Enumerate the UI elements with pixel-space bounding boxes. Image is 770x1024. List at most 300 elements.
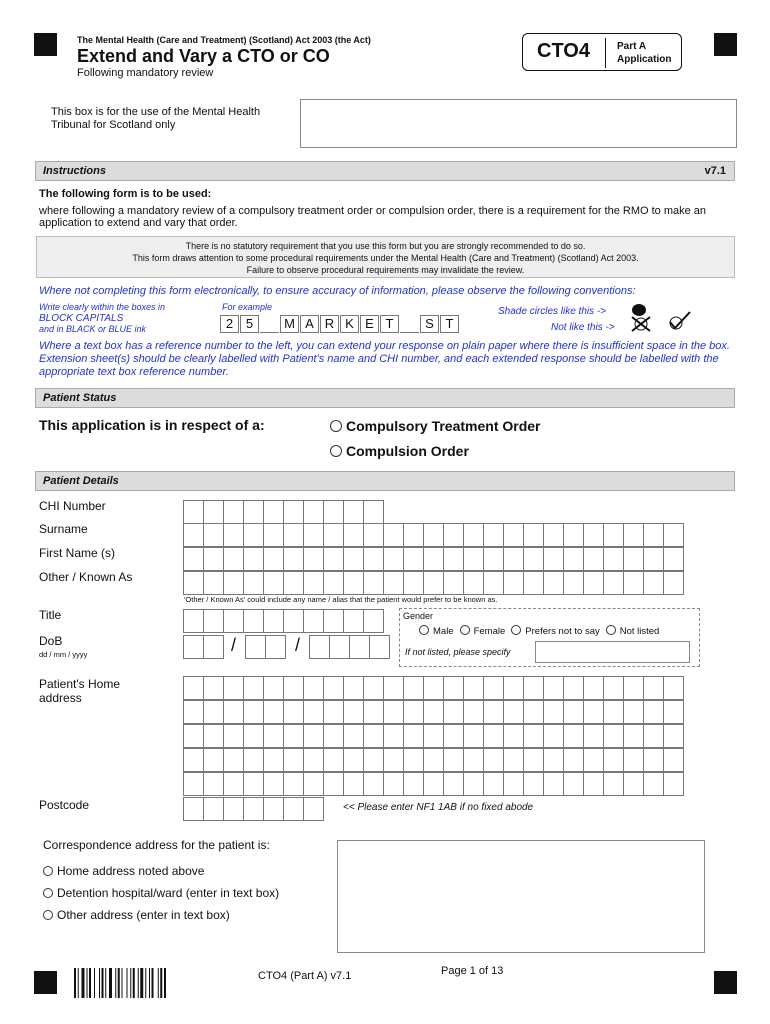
postcode-cell[interactable]: [203, 797, 224, 821]
barcode-bar: [149, 968, 150, 998]
radio-cto[interactable]: [330, 420, 342, 432]
example-char-cell: [260, 315, 279, 333]
home-address-cell[interactable]: [463, 772, 484, 796]
other-name-cell[interactable]: [523, 571, 544, 595]
title-cell[interactable]: [303, 609, 324, 633]
notice-box: [36, 236, 735, 278]
title-cell[interactable]: [203, 609, 224, 633]
home-address-cell[interactable]: [563, 748, 584, 772]
home-address-cell[interactable]: [503, 700, 524, 724]
correspondence-text-box[interactable]: [337, 840, 705, 953]
title-cell[interactable]: [323, 609, 344, 633]
postcode-cell[interactable]: [223, 797, 244, 821]
example-char-cell: T: [380, 315, 399, 333]
chi-label: CHI Number: [39, 499, 106, 513]
other-name-cell[interactable]: [603, 571, 624, 595]
correspondence-radio[interactable]: [43, 866, 53, 876]
first-name-cell[interactable]: [663, 547, 684, 571]
barcode-bar: [115, 968, 116, 998]
home-address-cell[interactable]: [303, 676, 324, 700]
first-name-cell[interactable]: [263, 547, 284, 571]
home-address-cell[interactable]: [263, 700, 284, 724]
home-address-cell[interactable]: [223, 700, 244, 724]
gender-option[interactable]: [606, 626, 660, 637]
other-name-cell[interactable]: [223, 571, 244, 595]
chi-cell[interactable]: [183, 500, 204, 524]
home-address-cell[interactable]: [523, 700, 544, 724]
first-name-cell[interactable]: [403, 547, 424, 571]
other-name-cell[interactable]: [363, 571, 384, 595]
option-cto-label: Compulsory Treatment Order: [346, 418, 541, 434]
first-name-cell[interactable]: [243, 547, 264, 571]
home-address-cell[interactable]: [623, 772, 644, 796]
home-address-cell[interactable]: [183, 700, 204, 724]
home-address-cell[interactable]: [303, 700, 324, 724]
first-name-cell[interactable]: [563, 547, 584, 571]
home-address-cell[interactable]: [563, 724, 584, 748]
home-address-cell[interactable]: [383, 700, 404, 724]
home-address-cell[interactable]: [223, 724, 244, 748]
chi-cell[interactable]: [303, 500, 324, 524]
home-address-cell[interactable]: [343, 724, 364, 748]
home-address-cell[interactable]: [483, 724, 504, 748]
home-address-cell[interactable]: [623, 676, 644, 700]
home-address-cell[interactable]: [583, 724, 604, 748]
home-address-cell[interactable]: [663, 748, 684, 772]
home-address-cell[interactable]: [263, 748, 284, 772]
other-name-cell[interactable]: [403, 571, 424, 595]
first-name-cell[interactable]: [363, 547, 384, 571]
home-address-cell[interactable]: [183, 724, 204, 748]
gender-label: Gender: [403, 611, 434, 621]
notice-line-2: This form draws attention to some procedural requirements under the Mental Health (Care and Treatment) (Scotland) Act 2003.: [132, 253, 639, 263]
home-address-cell[interactable]: [663, 772, 684, 796]
other-name-cell[interactable]: [543, 571, 564, 595]
surname-cell[interactable]: [223, 523, 244, 547]
home-address-cell[interactable]: [503, 676, 524, 700]
home-address-cell[interactable]: [443, 748, 464, 772]
barcode-bar: [133, 968, 135, 998]
home-address-cell[interactable]: [283, 676, 304, 700]
home-address-cell[interactable]: [343, 772, 364, 796]
home-address-cell[interactable]: [663, 676, 684, 700]
other-name-cell[interactable]: [643, 571, 664, 595]
instructions-bold-line: The following form is to be used:: [39, 188, 212, 200]
home-address-cell[interactable]: [383, 772, 404, 796]
home-address-cell[interactable]: [263, 724, 284, 748]
other-name-cell[interactable]: [583, 571, 604, 595]
surname-cell[interactable]: [503, 523, 524, 547]
correspondence-option[interactable]: [43, 864, 204, 878]
home-address-cell[interactable]: [423, 772, 444, 796]
home-address-cell[interactable]: [603, 772, 624, 796]
home-address-cell[interactable]: [243, 724, 264, 748]
other-name-cell[interactable]: [343, 571, 364, 595]
home-address-cell[interactable]: [523, 748, 544, 772]
dob-day-cell[interactable]: [203, 635, 224, 659]
other-name-cell[interactable]: [443, 571, 464, 595]
postcode-cell[interactable]: [183, 797, 204, 821]
dob-month-cell[interactable]: [265, 635, 286, 659]
home-address-cell[interactable]: [363, 772, 384, 796]
home-address-cell[interactable]: [563, 676, 584, 700]
home-address-cell[interactable]: [403, 676, 424, 700]
first-name-cell[interactable]: [623, 547, 644, 571]
radio-co[interactable]: [330, 445, 342, 457]
home-address-cell[interactable]: [323, 748, 344, 772]
home-address-cell[interactable]: [543, 748, 564, 772]
postcode-cell[interactable]: [283, 797, 304, 821]
not-listed-input[interactable]: [535, 641, 690, 663]
example-char-cell: R: [320, 315, 339, 333]
first-name-cell[interactable]: [543, 547, 564, 571]
home-address-cell[interactable]: [303, 772, 324, 796]
shade-like-label: Shade circles like this ->: [498, 306, 607, 317]
home-address-cell[interactable]: [403, 748, 424, 772]
example-char-cell: E: [360, 315, 379, 333]
correspondence-radio[interactable]: [43, 888, 53, 898]
first-name-cell[interactable]: [583, 547, 604, 571]
surname-cell[interactable]: [623, 523, 644, 547]
dob-format: dd / mm / yyyy: [39, 650, 88, 659]
home-address-cell[interactable]: [363, 700, 384, 724]
first-name-cell[interactable]: [463, 547, 484, 571]
dob-year-cell[interactable]: [329, 635, 350, 659]
first-name-cell[interactable]: [343, 547, 364, 571]
home-address-cell[interactable]: [383, 748, 404, 772]
gender-radio[interactable]: [606, 625, 616, 635]
home-address-cell[interactable]: [243, 676, 264, 700]
correspondence-label: Correspondence address for the patient is:: [43, 838, 270, 852]
home-address-label-2: address: [39, 691, 82, 705]
home-address-cell[interactable]: [463, 700, 484, 724]
home-address-cell[interactable]: [323, 772, 344, 796]
other-name-cell[interactable]: [663, 571, 684, 595]
form-part: [617, 40, 671, 66]
home-address-cell[interactable]: [443, 700, 464, 724]
home-address-cell[interactable]: [203, 724, 224, 748]
surname-cell[interactable]: [303, 523, 324, 547]
home-address-cell[interactable]: [403, 700, 424, 724]
home-address-cell[interactable]: [383, 676, 404, 700]
surname-cell[interactable]: [663, 523, 684, 547]
home-address-cell[interactable]: [663, 724, 684, 748]
home-address-cell[interactable]: [503, 772, 524, 796]
chi-cell[interactable]: [343, 500, 364, 524]
tribunal-use-box[interactable]: [300, 99, 737, 148]
home-address-cell[interactable]: [343, 748, 364, 772]
first-name-cell[interactable]: [303, 547, 324, 571]
dob-label: DoB: [39, 634, 63, 648]
first-name-cell[interactable]: [643, 547, 664, 571]
home-address-cell[interactable]: [343, 700, 364, 724]
instructions-heading: [35, 161, 735, 181]
gender-option[interactable]: [419, 626, 454, 637]
surname-cell[interactable]: [523, 523, 544, 547]
home-address-cell[interactable]: [503, 748, 524, 772]
home-address-cell[interactable]: [323, 676, 344, 700]
gender-option[interactable]: [511, 626, 599, 637]
tribunal-note: This box is for the use of the Mental Health Tribunal for Scotland only: [51, 106, 261, 131]
home-address-cell[interactable]: [243, 748, 264, 772]
chi-cell[interactable]: [203, 500, 224, 524]
gender-box: [399, 608, 700, 667]
other-name-cell[interactable]: [623, 571, 644, 595]
gender-radio[interactable]: [511, 625, 521, 635]
correspondence-option[interactable]: [43, 908, 230, 922]
first-name-cell[interactable]: [483, 547, 504, 571]
home-address-cell[interactable]: [643, 772, 664, 796]
home-address-cell[interactable]: [183, 676, 204, 700]
other-name-cell[interactable]: [503, 571, 524, 595]
home-address-cell[interactable]: [643, 700, 664, 724]
dob-month-cell[interactable]: [245, 635, 266, 659]
other-name-cell[interactable]: [463, 571, 484, 595]
text-box-note: Where a text box has a reference number to the left, you can extend your response on plain paper where there is insufficient space in the box. Extension sheet(s) should be clearly labelled with Patient's name and CHI number, and each extended response should be labelled with the appropriate text box reference number.: [39, 340, 730, 378]
home-address-cell[interactable]: [203, 700, 224, 724]
title-cell[interactable]: [343, 609, 364, 633]
example-char-cell: S: [420, 315, 439, 333]
home-address-cell[interactable]: [603, 676, 624, 700]
home-address-cell[interactable]: [463, 676, 484, 700]
home-address-cell[interactable]: [443, 772, 464, 796]
home-address-cell[interactable]: [423, 748, 444, 772]
other-name-cell[interactable]: [563, 571, 584, 595]
first-name-cell[interactable]: [383, 547, 404, 571]
surname-cell[interactable]: [543, 523, 564, 547]
home-address-cell[interactable]: [443, 724, 464, 748]
home-address-cell[interactable]: [423, 700, 444, 724]
home-address-cell[interactable]: [563, 700, 584, 724]
title-cell[interactable]: [223, 609, 244, 633]
dob-day-cell[interactable]: [183, 635, 204, 659]
surname-cell[interactable]: [343, 523, 364, 547]
home-address-cell[interactable]: [603, 700, 624, 724]
home-address-cell[interactable]: [263, 772, 284, 796]
home-address-cell[interactable]: [543, 700, 564, 724]
home-address-cell[interactable]: [583, 700, 604, 724]
barcode-bar: [99, 968, 100, 998]
surname-label: Surname: [39, 522, 88, 536]
correspondence-option-label: Home address noted above: [57, 864, 205, 878]
chi-cell[interactable]: [323, 500, 344, 524]
home-address-cell[interactable]: [183, 748, 204, 772]
surname-cell[interactable]: [263, 523, 284, 547]
first-name-cell[interactable]: [503, 547, 524, 571]
home-address-cell[interactable]: [283, 748, 304, 772]
correspondence-option-label: Other address (enter in text box): [57, 908, 230, 922]
surname-cell[interactable]: [603, 523, 624, 547]
surname-cell[interactable]: [403, 523, 424, 547]
home-address-cell[interactable]: [643, 676, 664, 700]
home-address-cell[interactable]: [563, 772, 584, 796]
home-address-cell[interactable]: [243, 772, 264, 796]
home-address-cell[interactable]: [523, 772, 544, 796]
dob-year-cell[interactable]: [309, 635, 330, 659]
barcode-bar: [160, 968, 162, 998]
home-address-cell[interactable]: [643, 724, 664, 748]
gender-option[interactable]: [460, 626, 506, 637]
barcode-bar: [118, 968, 120, 998]
other-name-cell[interactable]: [423, 571, 444, 595]
postcode-cell[interactable]: [263, 797, 284, 821]
other-name-cell[interactable]: [483, 571, 504, 595]
registration-mark-top-right: [714, 33, 737, 56]
surname-cell[interactable]: [283, 523, 304, 547]
surname-cell[interactable]: [363, 523, 384, 547]
home-address-cell[interactable]: [323, 724, 344, 748]
title-cell[interactable]: [183, 609, 204, 633]
home-address-cell[interactable]: [183, 772, 204, 796]
home-address-cell[interactable]: [583, 772, 604, 796]
crossed-circle-icon: [630, 316, 652, 332]
other-name-cell[interactable]: [303, 571, 324, 595]
home-address-cell[interactable]: [223, 748, 244, 772]
home-address-cell[interactable]: [383, 724, 404, 748]
home-address-cell[interactable]: [363, 748, 384, 772]
home-address-cell[interactable]: [443, 676, 464, 700]
other-name-cell[interactable]: [243, 571, 264, 595]
surname-cell[interactable]: [483, 523, 504, 547]
registration-mark-top-left: [34, 33, 57, 56]
home-address-cell[interactable]: [203, 748, 224, 772]
home-address-cell[interactable]: [303, 724, 324, 748]
home-address-cell[interactable]: [303, 748, 324, 772]
postcode-note: << Please enter NF1 1AB if no fixed abode: [343, 802, 534, 813]
gender-option-label: Female: [473, 626, 506, 637]
home-address-cell[interactable]: [623, 700, 644, 724]
home-address-cell[interactable]: [403, 724, 424, 748]
option-co[interactable]: [330, 443, 469, 459]
first-name-cell[interactable]: [183, 547, 204, 571]
home-address-cell[interactable]: [423, 676, 444, 700]
first-name-cell[interactable]: [203, 547, 224, 571]
home-address-cell[interactable]: [543, 772, 564, 796]
barcode-bar: [122, 968, 123, 998]
surname-cell[interactable]: [463, 523, 484, 547]
surname-cell[interactable]: [203, 523, 224, 547]
home-address-cell[interactable]: [243, 700, 264, 724]
home-address-cell[interactable]: [283, 724, 304, 748]
surname-cell[interactable]: [443, 523, 464, 547]
home-address-cell[interactable]: [363, 676, 384, 700]
title-cell[interactable]: [283, 609, 304, 633]
barcode-bar: [94, 968, 95, 998]
dob-year-cell[interactable]: [349, 635, 370, 659]
surname-cell[interactable]: [583, 523, 604, 547]
home-address-cell[interactable]: [663, 700, 684, 724]
home-address-cell[interactable]: [623, 748, 644, 772]
option-cto[interactable]: [330, 418, 541, 434]
chi-cell[interactable]: [223, 500, 244, 524]
home-address-cell[interactable]: [263, 676, 284, 700]
gender-radio[interactable]: [419, 625, 429, 635]
first-name-cell[interactable]: [443, 547, 464, 571]
first-name-cell[interactable]: [603, 547, 624, 571]
home-address-cell[interactable]: [583, 748, 604, 772]
home-address-cell[interactable]: [503, 724, 524, 748]
gender-radio[interactable]: [460, 625, 470, 635]
home-address-cell[interactable]: [423, 724, 444, 748]
surname-cell[interactable]: [243, 523, 264, 547]
first-name-cell[interactable]: [323, 547, 344, 571]
postcode-cell[interactable]: [243, 797, 264, 821]
correspondence-option[interactable]: [43, 886, 279, 900]
surname-cell[interactable]: [423, 523, 444, 547]
home-address-cell[interactable]: [483, 772, 504, 796]
other-name-cell[interactable]: [203, 571, 224, 595]
first-name-cell[interactable]: [523, 547, 544, 571]
home-address-cell[interactable]: [623, 724, 644, 748]
correspondence-radio[interactable]: [43, 910, 53, 920]
other-name-cell[interactable]: [383, 571, 404, 595]
option-co-label: Compulsion Order: [346, 443, 469, 459]
surname-cell[interactable]: [563, 523, 584, 547]
home-address-cell[interactable]: [643, 748, 664, 772]
home-address-cell[interactable]: [543, 724, 564, 748]
first-name-cell[interactable]: [223, 547, 244, 571]
home-address-cell[interactable]: [323, 700, 344, 724]
title-cell[interactable]: [263, 609, 284, 633]
home-address-cell[interactable]: [283, 772, 304, 796]
notice-line-1: There is no statutory requirement that you use this form but you are strongly recommended to do so.: [185, 241, 586, 251]
other-name-cell[interactable]: [183, 571, 204, 595]
home-address-cell[interactable]: [483, 700, 504, 724]
home-address-cell[interactable]: [203, 676, 224, 700]
home-address-cell[interactable]: [463, 724, 484, 748]
other-name-cell[interactable]: [323, 571, 344, 595]
home-address-cell[interactable]: [223, 772, 244, 796]
home-address-cell[interactable]: [363, 724, 384, 748]
home-address-cell[interactable]: [403, 772, 424, 796]
chi-cell[interactable]: [243, 500, 264, 524]
form-version: v7.1: [704, 165, 726, 177]
home-address-cell[interactable]: [483, 748, 504, 772]
home-address-cell[interactable]: [223, 676, 244, 700]
barcode-bar: [138, 968, 139, 998]
chi-cell[interactable]: [363, 500, 384, 524]
other-name-cell[interactable]: [283, 571, 304, 595]
first-name-cell[interactable]: [283, 547, 304, 571]
home-address-cell[interactable]: [523, 724, 544, 748]
home-address-cell[interactable]: [523, 676, 544, 700]
home-address-cell[interactable]: [603, 724, 624, 748]
dob-year-cell[interactable]: [369, 635, 390, 659]
chi-cell[interactable]: [283, 500, 304, 524]
home-address-cell[interactable]: [583, 676, 604, 700]
home-address-cell[interactable]: [203, 772, 224, 796]
not-listed-label: If not listed, please specify: [405, 647, 511, 657]
home-address-cell[interactable]: [603, 748, 624, 772]
home-address-cell[interactable]: [463, 748, 484, 772]
surname-cell[interactable]: [643, 523, 664, 547]
home-address-cell[interactable]: [483, 676, 504, 700]
home-address-cell[interactable]: [283, 700, 304, 724]
other-name-cell[interactable]: [263, 571, 284, 595]
postcode-cell[interactable]: [303, 797, 324, 821]
barcode-bar: [127, 968, 128, 998]
first-name-cell[interactable]: [423, 547, 444, 571]
home-address-cell[interactable]: [343, 676, 364, 700]
conventions-text: Where not completing this form electronically, to ensure accuracy of information, please observe the following conventions:: [39, 285, 636, 297]
title-cell[interactable]: [243, 609, 264, 633]
surname-cell[interactable]: [323, 523, 344, 547]
title-cell[interactable]: [363, 609, 384, 633]
surname-cell[interactable]: [383, 523, 404, 547]
surname-cell[interactable]: [183, 523, 204, 547]
home-address-cell[interactable]: [543, 676, 564, 700]
chi-cell[interactable]: [263, 500, 284, 524]
